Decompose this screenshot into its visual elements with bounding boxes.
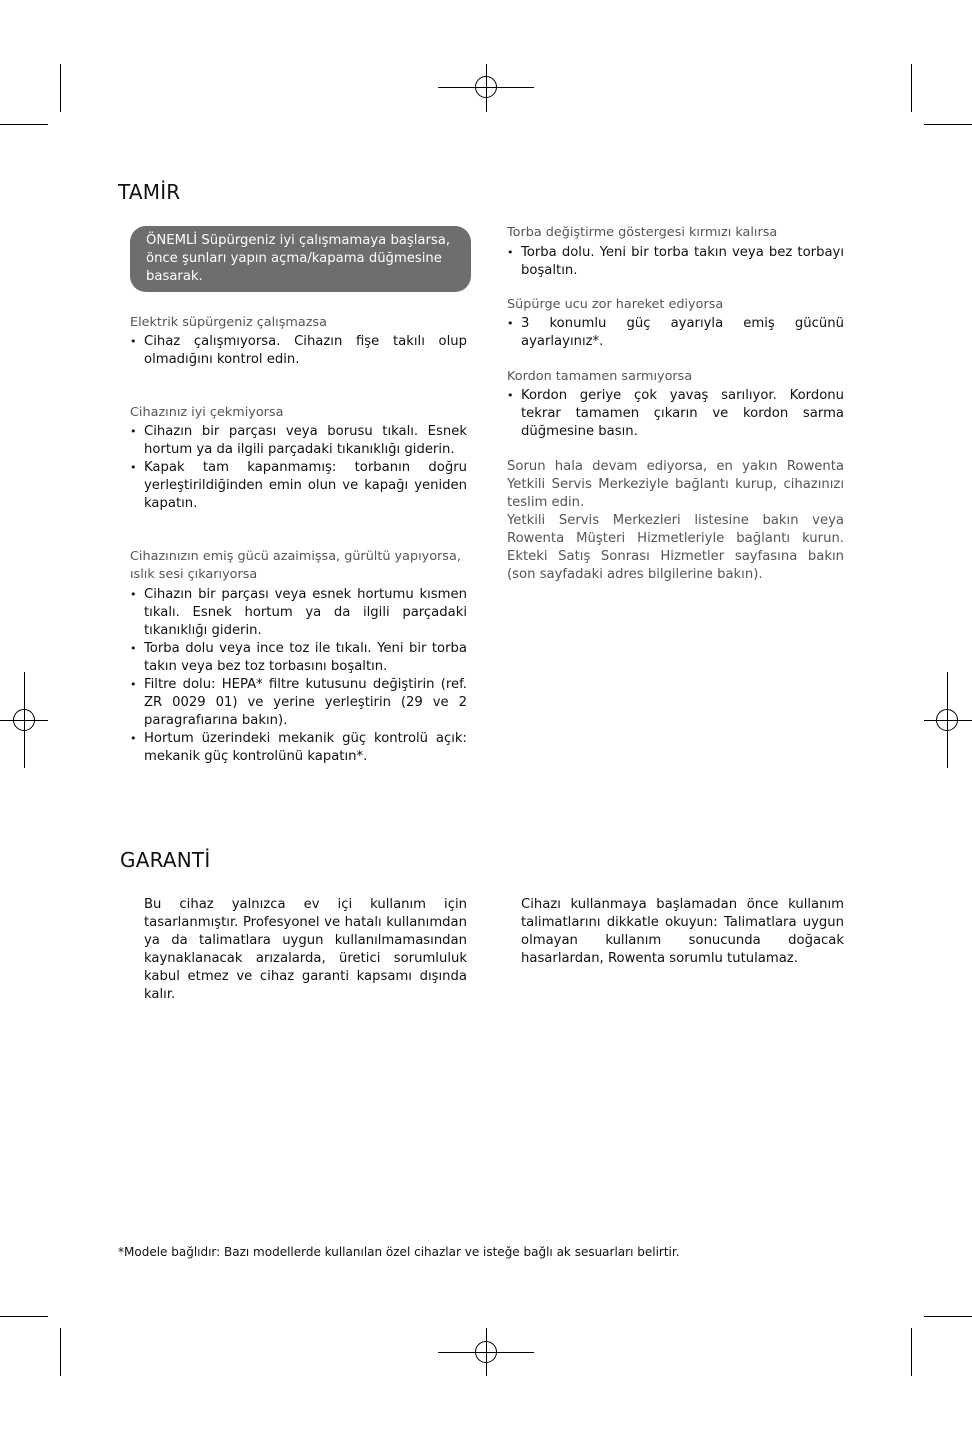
crop-mark-top-right-horizontal bbox=[924, 124, 972, 125]
list-bag-indicator bbox=[507, 244, 844, 280]
list-item: • Kapak tam kapanmamış: torbanın doğru yerleştirildiğinden emin olun ve kapağı yeniden kapatın. bbox=[130, 460, 467, 511]
section-heading-cord: Kordon tamamen sarmıyorsa bbox=[507, 369, 693, 384]
list-item: • Kordon geriye çok yavaş sarılıyor. Kordonu tekrar tamamen çıkarın ve kordon sarma düğmesine basın. bbox=[507, 388, 844, 439]
list-item: • Torba dolu veya ince toz ile tıkalı. Yeni bir torba takın veya bez toz torbasını boşaltın. bbox=[130, 641, 467, 674]
warranty-paragraph-right: Cihazı kullanmaya başlamadan önce kullanım talimatlarını dikkatle okuyun: Talimatlara uygun olmayan kullanım sonucunda doğacak hasarlardan, Rowenta sorumlu tutulamaz. bbox=[521, 897, 844, 966]
list-cord bbox=[507, 387, 844, 441]
crop-mark-bottom-right-horizontal bbox=[924, 1316, 972, 1317]
crop-mark-bottom-left-vertical bbox=[60, 1328, 61, 1376]
contact-paragraph-2: Yetkili Servis Merkezleri listesine bakın veya Rowenta Müşteri Hizmetleriyle bağlantı kurun. Ekteki Satış Sonrası Hizmetler sayfasına bakın (son sayfadaki adres bilgilerine bakın). bbox=[507, 513, 844, 582]
crop-mark-bottom-right-vertical bbox=[911, 1328, 912, 1376]
list-nozzle bbox=[507, 315, 844, 351]
contact-paragraph-1: Sorun hala devam ediyorsa, en yakın Rowenta Yetkili Servis Merkeziyle bağlantı kurup, cihazınızı teslim edin. bbox=[507, 459, 844, 510]
list-item: • Hortum üzerindeki mekanik güç kontrolü açık: mekanik güç kontrolünü kapatın*. bbox=[130, 731, 467, 764]
section-heading-poor-suction: Cihazınız iyi çekmiyorsa bbox=[130, 405, 284, 420]
list-item: • Filtre dolu: HEPA* filtre kutusunu değiştirin (ref. ZR 0029 01) ve yerine yerleştirin (29 ve 2 paragrafıarına bakın). bbox=[130, 677, 467, 728]
warranty-title: GARANTİ bbox=[120, 848, 211, 872]
important-note-box bbox=[130, 226, 471, 292]
crop-mark-bottom-left-horizontal bbox=[0, 1316, 48, 1317]
section-heading-noisy: Cihazınızın emiş gücü azaimişsa, gürültü yapıyorsa, ıslık sesi çıkarıyorsa bbox=[130, 549, 461, 582]
footnote: *Modele bağlıdır: Bazı modellerde kullanılan özel cihazlar ve isteğe bağlı ak sesuarları belirtir. bbox=[118, 1245, 680, 1259]
list-poor-suction bbox=[130, 423, 467, 513]
important-note-text: ÖNEMLİ Süpürgeniz iyi çalışmamaya başlarsa, önce şunları yapın açma/kapama düğmesine basarak. bbox=[146, 233, 451, 284]
section-heading-bag-indicator: Torba değiştirme göstergesi kırmızı kalırsa bbox=[507, 225, 778, 240]
section-heading-nozzle: Süpürge ucu zor hareket ediyorsa bbox=[507, 297, 724, 312]
list-item: • Torba dolu. Yeni bir torba takın veya bez torbayı boşaltın. bbox=[507, 245, 844, 278]
list-item: • Cihaz çalışmıyorsa. Cihazın fişe takılı olup olmadığını kontrol edin. bbox=[130, 334, 467, 367]
repair-title: TAMİR bbox=[118, 180, 181, 204]
warranty-paragraph-left: Bu cihaz yalnızca ev içi kullanım için tasarlanmıştır. Profesyonel ve hatalı kullanımdan ya da talimatlara uygun kullanılmamasından kaynaklanacak arızalarda, üretici sorumluluk kabul etmez ve cihaz garanti kapsamı dışında kalır. bbox=[144, 897, 467, 1002]
list-not-working bbox=[130, 333, 467, 369]
crop-mark-top-left-vertical bbox=[60, 64, 61, 112]
crop-mark-top-left-horizontal bbox=[0, 124, 48, 125]
list-item: • 3 konumlu güç ayarıyla emiş gücünü ayarlayınız*. bbox=[507, 316, 844, 349]
section-heading-not-working: Elektrik süpürgeniz çalışmazsa bbox=[130, 315, 327, 330]
list-item: • Cihazın bir parçası veya borusu tıkalı. Esnek hortum ya da ilgili parçadaki tıkanıklığı giderin. bbox=[130, 424, 467, 457]
list-item: • Cihazın bir parçası veya esnek hortumu kısmen tıkalı. Esnek hortum ya da ilgili parçadaki tıkanıklığı giderin. bbox=[130, 587, 467, 638]
list-noisy bbox=[130, 586, 467, 766]
crop-mark-top-right-vertical bbox=[911, 64, 912, 112]
